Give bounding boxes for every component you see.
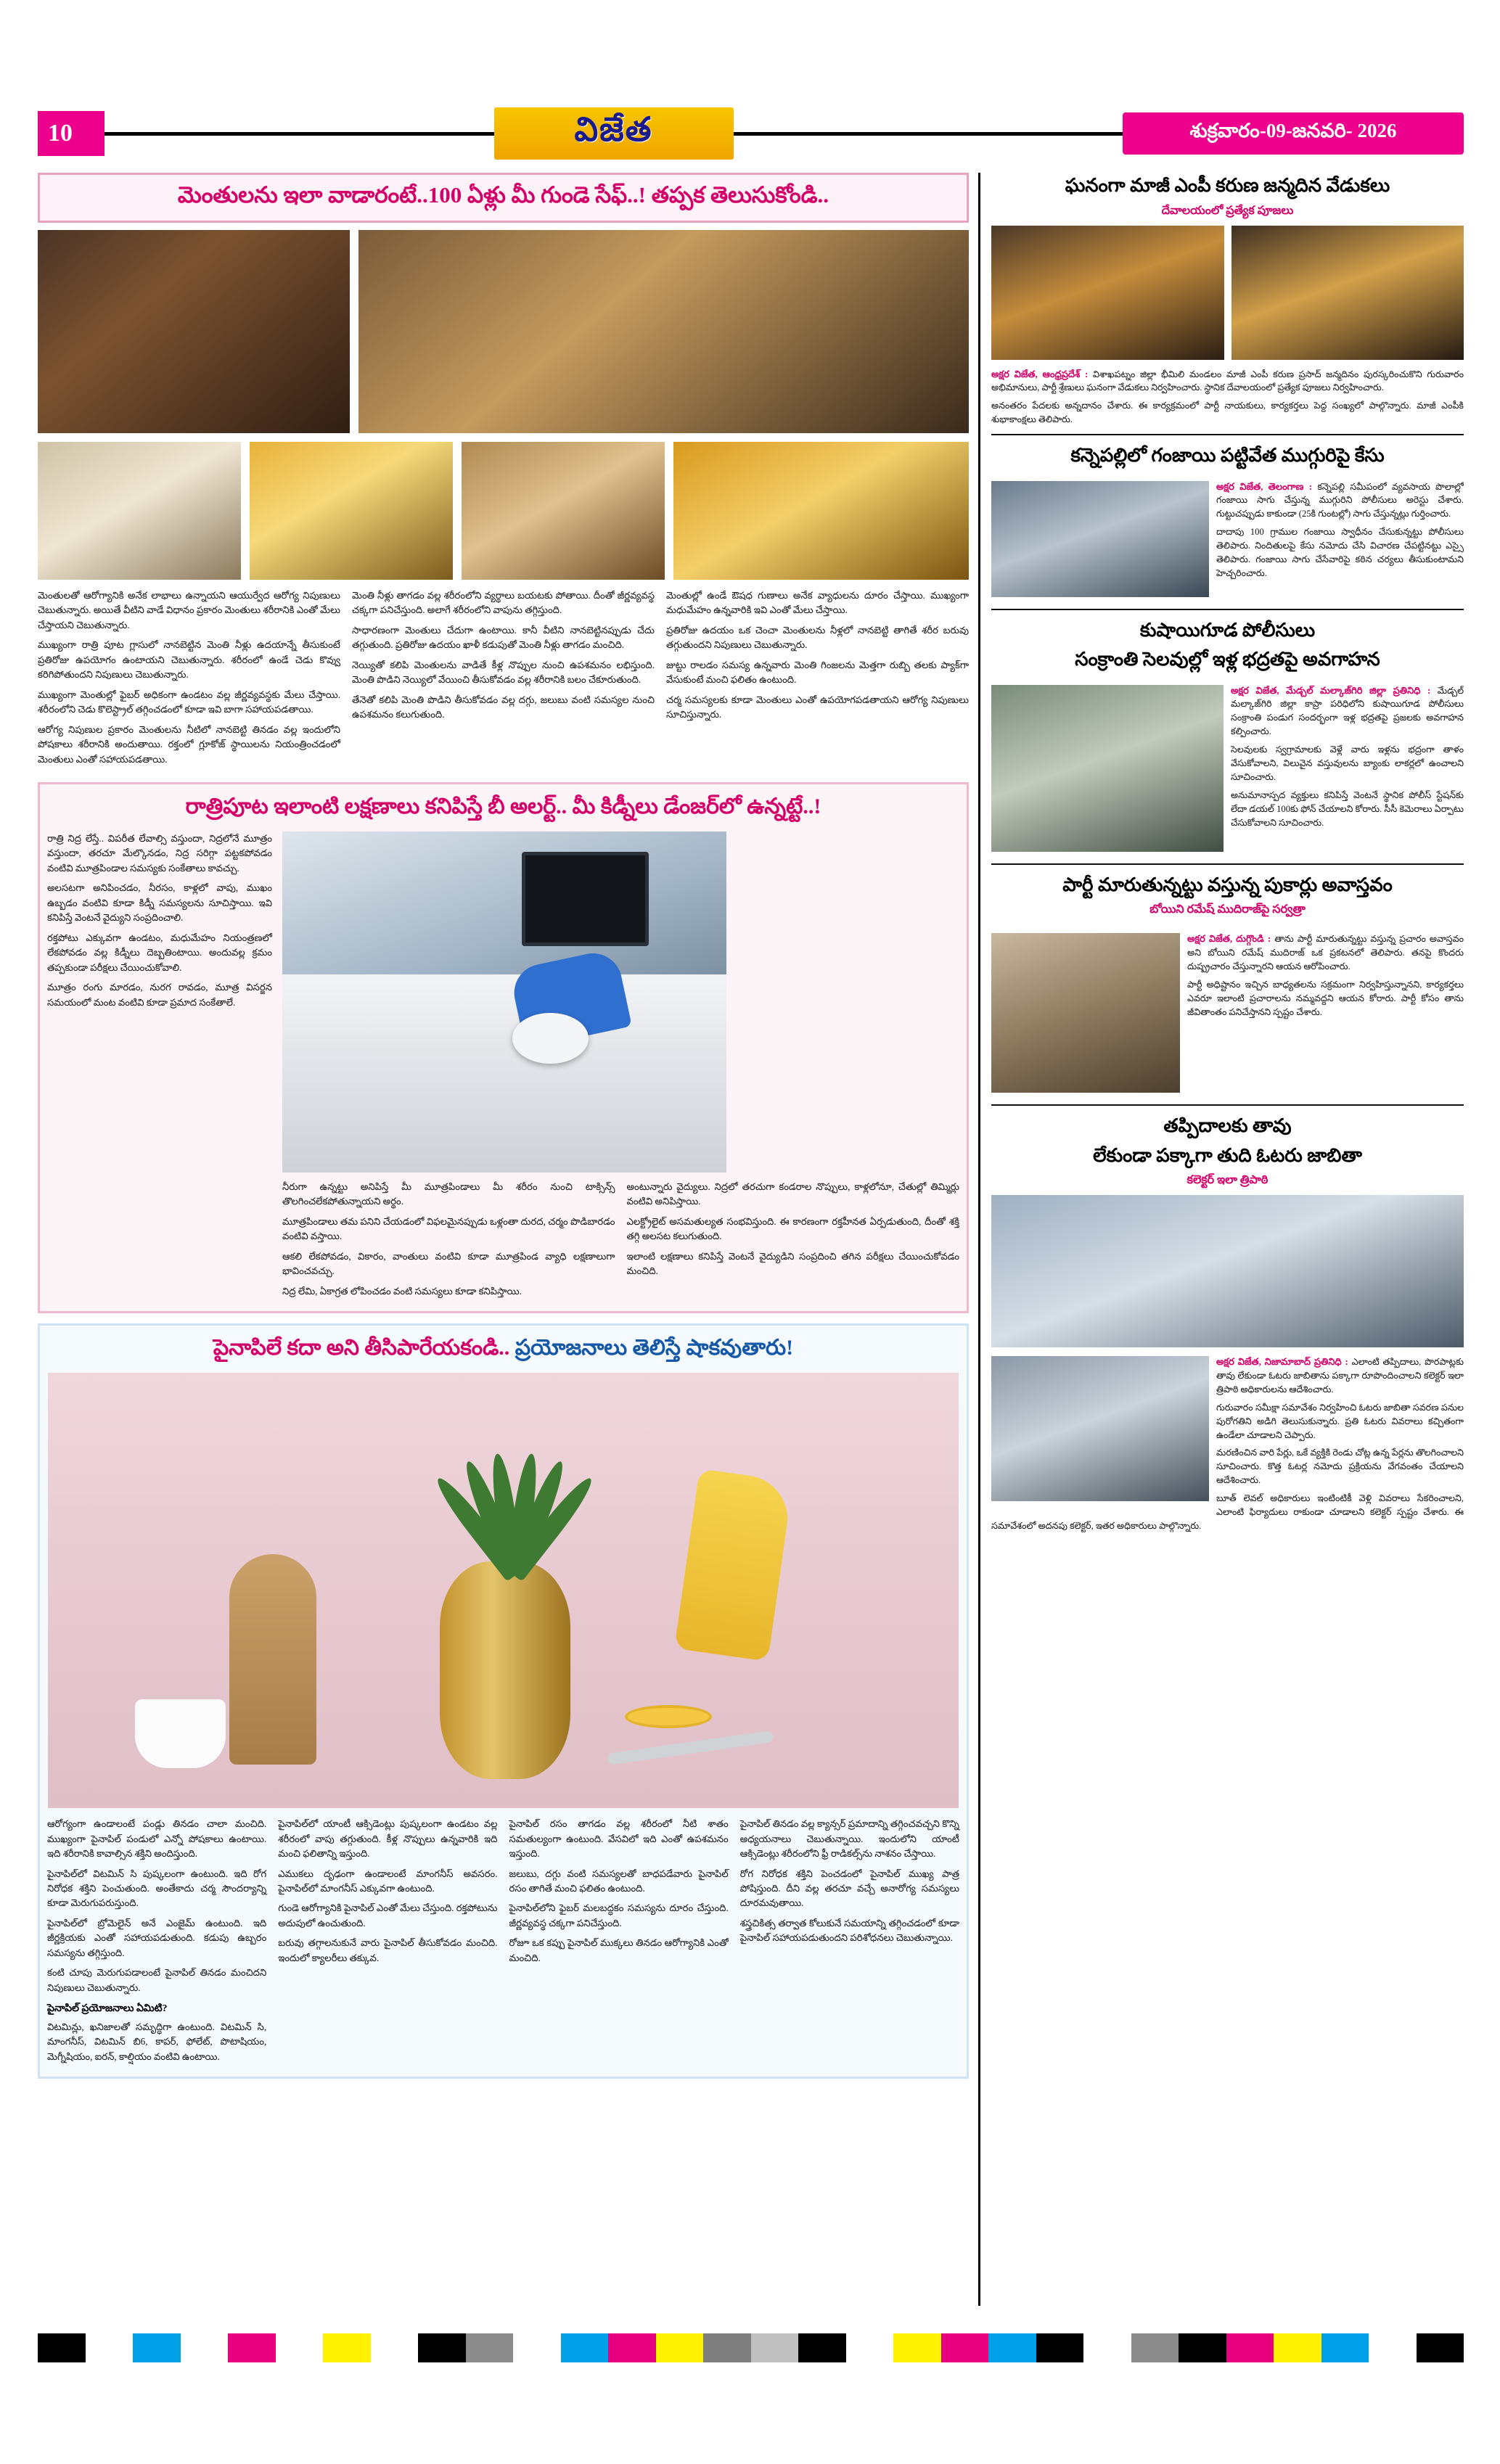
color-swatch-22 xyxy=(1083,2333,1131,2362)
article-fenugreek-body xyxy=(38,588,969,772)
news-ganja-seizure xyxy=(991,443,1464,601)
paragraph: ఎముకలు దృఢంగా ఉండాలంటే మాంగనీస్ అవసరం. పైనాపిల్‌లో మాంగనీస్ ఎక్కువగా ఉంటుంది. xyxy=(278,1868,498,1894)
color-swatch-14 xyxy=(703,2333,751,2362)
news-party-rumour-subhead: బోయిని రమేష్ ముదిరాజ్‌పై సర్వత్రా xyxy=(1149,903,1306,916)
paragraph-text: కన్నెపల్లి సమీపంలో వ్యవసాయ పొలాల్లో గంజాయి సాగు చేస్తున్న ముగ్గురిని పోలీసులు అరెస్టు చేశారు. గుట్టుచప్పుడు కాకుండా (25కి గుంటల్లో) సాగు చేస్తున్నట్లు గుర్తించారు. xyxy=(1216,481,1464,520)
article-fenugreek-headline: మెంతులను ఇలా వాడారంటే..100 ఏళ్లు మీ గుండె సేఫ్..! తప్పక తెలుసుకోండి.. xyxy=(38,173,969,223)
issue-date: శుక్రవారం-09-జనవరి- 2026 xyxy=(1123,112,1464,155)
news-voter-list-subhead: కలెక్టర్ ఇలా త్రిపాఠి xyxy=(1187,1174,1269,1187)
logo-text: విజేత xyxy=(574,110,653,148)
color-swatch-12 xyxy=(608,2333,656,2362)
publication-logo xyxy=(494,102,734,165)
masthead-rule-left xyxy=(104,132,494,136)
paragraph-text: ఎలాంటి తప్పిదాలు, పొరపాట్లకు తావు లేకుండా ఓటరు జాబితాను పక్కాగా రూపొందించాలని కలెక్టర్ ఇలా త్రిపాఠి అధికారులను ఆదేశించారు. xyxy=(1216,1357,1464,1395)
paragraph: నిద్ర లేమి, ఏకాగ్రత లోపించడం వంటి సమస్యలు కూడా కనిపిస్తాయి. xyxy=(282,1285,522,1297)
article-pineapple-headline xyxy=(47,1333,959,1373)
paragraph: బరువు తగ్గాలనుకునే వారు పైనాపిల్ తీసుకోవడం మంచిది. ఇందులో క్యాలరీలు తక్కువ. xyxy=(278,1937,498,1963)
news-mp-birthday xyxy=(991,173,1464,427)
paragraph-text: విశాఖపట్నం జిల్లా భీమిలి మండలం మాజీ ఎంపీ కరుణ ప్రసాద్ జన్మదినం పురస్కరించుకొని గురువారం అభిమానులు, పార్టీ శ్రేణులు ఘనంగా వేడుకలు నిర్వహించారు. స్థానిక దేవాలయంలో ప్రత్యేక పూజలు నిర్వహించారు. xyxy=(991,369,1464,393)
paragraph: బూత్ లెవల్ అధికారులు ఇంటింటికీ వెళ్లి వివరాలు సేకరించాలని, ఎలాంటి ఫిర్యాదులు రాకుండా చూడాలని కలెక్టర్ స్పష్టం చేశారు. ఈ సమావేశంలో అదనపు కలెక్టర్, ఇతర అధికారులు పాల్గొన్నారు. xyxy=(991,1493,1464,1531)
color-calibration-bar xyxy=(38,2333,1464,2362)
paragraph: సాధారణంగా మెంతులు చేదుగా ఉంటాయి. కానీ వీటిని నానబెట్టినప్పుడు చేదు తగ్గుతుంది. ప్రతిరోజు ఉదయం ఖాళీ కడుపుతో మెంతి నీళ్లు తాగడం మంచిది. xyxy=(352,624,655,651)
paragraph: రక్తపోటు ఎక్కువగా ఉండటం, మధుమేహం నియంత్రణలో లేకపోవడం వల్ల కిడ్నీలు దెబ్బతింటాయి. అందువల్ల క్రమం తప్పకుండా పరీక్షలు చేయించుకోవాలి. xyxy=(47,932,272,973)
paragraph: సెలవులకు స్వగ్రామాలకు వెళ్లే వారు ఇళ్లను భద్రంగా తాళం వేసుకోవాలని, విలువైన వస్తువులను బ్యాంకు లాకర్లలో ఉంచాలని సూచించారు. xyxy=(1231,744,1464,782)
news-voter-list xyxy=(991,1113,1464,1537)
paragraph: ఆకలి లేకపోవడం, వికారం, వాంతులు వంటివి కూడా మూత్రపిండ వ్యాధి లక్షణాలుగా భావించవచ్చు. xyxy=(282,1250,615,1277)
paragraph: ప్రతిరోజు ఉదయం ఒక చెంచా మెంతులను నీళ్లలో నానబెట్టి తాగితే శరీర బరువు తగ్గుతుందని నిపుణులు చెబుతున్నారు. xyxy=(666,624,969,651)
article-kidney-col-3 xyxy=(627,1180,960,1304)
byline: అక్షర విజేత, మేడ్చల్ మల్కాజ్‌గిరి జిల్లా ప్రతినిధి : xyxy=(1231,684,1431,696)
article-pineapple-col-2 xyxy=(278,1817,497,2069)
article-pineapple-headline-part1: పైనాపిలే కదా అని తీసిపారేయకండి.. xyxy=(213,1336,510,1360)
color-swatch-6 xyxy=(323,2333,371,2362)
byline: అక్షర విజేత, దుగ్గొండి : xyxy=(1187,933,1271,945)
color-swatch-9 xyxy=(466,2333,514,2362)
article-pineapple-col-4 xyxy=(740,1817,959,2069)
paragraph: ఎలక్ట్రోలైట్ అసమతుల్యత సంభవిస్తుంది. ఈ కారణంగా రక్తహీనత ఏర్పడుతుంది, దీంతో శక్తి తగ్గి అలసట కలుగుతుంది. xyxy=(626,1215,959,1242)
paragraph: గుండె ఆరోగ్యానికి పైనాపిల్ ఎంతో మేలు చేస్తుంది. రక్తపోటును అదుపులో ఉంచుతుంది. xyxy=(278,1902,498,1929)
pineapple-slice xyxy=(625,1705,712,1728)
pineapple-fruit xyxy=(440,1561,570,1779)
paragraph: అనుమానాస్పద వ్యక్తులు కనిపిస్తే వెంటనే స్థానిక పోలీస్ స్టేషన్‌కు లేదా డయల్ 100కు ఫోన్ చేయాలని కోరారు. సీసీ కెమెరాలు ఏర్పాటు చేసుకోవాలని సూచించారు. xyxy=(1231,789,1464,828)
masthead-rule-right xyxy=(734,132,1123,136)
paragraph: పైనాపిల్‌లోని ఫైబర్ మలబద్ధకం సమస్యను దూరం చేస్తుంది. జీర్ణవ్యవస్థ చక్కగా పనిచేస్తుంది. xyxy=(509,1902,729,1929)
color-swatch-26 xyxy=(1274,2333,1321,2362)
color-swatch-17 xyxy=(846,2333,894,2362)
paragraph: మెంతులతో ఆరోగ్యానికి అనేక లాభాలు ఉన్నాయని ఆయుర్వేద ఆరోగ్య నిపుణులు చెబుతున్నారు. అయితే వీటిని వాడే విధానం ప్రకారం మెంతులు శరీరానికి ఎంతో మేలు చేస్తాయని చెబుతున్నారు. xyxy=(38,590,340,631)
section-divider xyxy=(991,1104,1464,1106)
ultrasound-scan-photo xyxy=(282,831,726,1173)
ghee-jar-photo xyxy=(250,442,453,580)
paragraph-text: తాను పార్టీ మారుతున్నట్టు వస్తున్న ప్రచారం అవాస్తవం అని బోయిని రమేష్ ముదిరాజ్ ఒక ప్రకటనలో తెలిపారు. తనపై కొందరు దుష్ప్రచారం చేస్తున్నారని ఆయన ఆరోపించారు. xyxy=(1187,934,1464,972)
color-swatch-20 xyxy=(988,2333,1036,2362)
patient-torso xyxy=(282,974,726,1173)
honey-jar-photo xyxy=(673,442,969,580)
temple-ritual-photo-1 xyxy=(991,226,1224,360)
news-voter-list-headline-1: తప్పిదాలకు తావు xyxy=(1163,1115,1292,1137)
color-swatch-15 xyxy=(751,2333,799,2362)
color-swatch-25 xyxy=(1226,2333,1274,2362)
paragraph: చర్మ సమస్యలకు కూడా మెంతులు ఎంతో ఉపయోగపడతాయని ఆరోగ్య నిపుణులు సూచిస్తున్నారు. xyxy=(666,694,969,720)
color-swatch-10 xyxy=(513,2333,561,2362)
news-voter-list-headline-2: లేకుండా పక్కాగా తుది ఓటరు జాబితా xyxy=(1093,1144,1362,1166)
paragraph: పైనాపిల్ రసం తాగడం వల్ల శరీరంలో నీటి శాతం సమతుల్యంగా ఉంటుంది. వేసవిలో ఇది ఎంతో ఉపశమనం ఇస్తుంది. xyxy=(509,1818,729,1860)
paragraph: పైనాపిల్‌లో యాంటీ ఆక్సిడెంట్లు పుష్కలంగా ఉండటం వల్ల శరీరంలో వాపు తగ్గుతుంది. కీళ్ల నొప్పులు ఉన్నవారికి ఇది మంచి ఫలితాన్ని ఇస్తుంది. xyxy=(278,1818,498,1860)
section-divider xyxy=(991,609,1464,610)
paragraph: అంటున్నారు వైద్యులు. నిద్రలో తరచుగా కండరాల నొప్పులు, కాళ్లలోనూ, చేతుల్లో తిమ్మిర్లు వంటివి అనిపిస్తాయి. xyxy=(626,1180,959,1207)
paragraph: ముఖ్యంగా మెంతుల్లో ఫైబర్ అధికంగా ఉండటం వల్ల జీర్ణవ్యవస్థకు మేలు చేస్తాయి. శరీరంలోని చెడు కొలెస్ట్రాల్ తగ్గించడంలో కూడా ఇవి బాగా సహాయపడతాయి. xyxy=(38,689,340,715)
color-swatch-3 xyxy=(181,2333,229,2362)
color-swatch-18 xyxy=(893,2333,941,2362)
article-pineapple-body xyxy=(47,1817,959,2069)
paragraph-text: మేడ్చల్ మల్కాజ్‌గిరి జిల్లా కాప్రా పరిధిలోని కుషాయిగూడ పోలీసులు సంక్రాంతి పండుగ సందర్భంగా ఇళ్ల భద్రతపై ప్రజలకు అవగాహన కల్పించారు. xyxy=(1231,685,1464,737)
paragraph: మరణించిన వారి పేర్లు, ఒకే వ్యక్తికి రెండు చోట్ల ఉన్న పేర్లను తొలగించాలని సూచించారు. కొత్త ఓటర్ల నమోదు ప్రక్రియను వేగవంతం చేయాలని ఆదేశించారు. xyxy=(1216,1447,1464,1486)
color-swatch-28 xyxy=(1369,2333,1417,2362)
temple-ritual-photo-2 xyxy=(1231,226,1464,360)
article-kidney xyxy=(38,782,969,1313)
paragraph: ఆరోగ్య నిపుణుల ప్రకారం మెంతులను నీటిలో నానబెట్టి తినడం వల్ల ఇందులోని పోషకాలు శరీరానికి అందుతాయి. రక్తంలో గ్లూకోజ్ స్థాయిలను నియంత్రించడంలో మెంతులు ఎంతో సహాయపడతాయి. xyxy=(38,723,340,765)
article-fenugreek-col-1 xyxy=(38,588,340,772)
color-swatch-2 xyxy=(133,2333,181,2362)
paragraph: పార్టీ అధిష్టానం ఇచ్చిన బాధ్యతలను సక్రమంగా నిర్వహిస్తున్నానని, కార్యకర్తలు ఎవరూ ఇలాంటి ప్రచారాలను నమ్మవద్దని ఆయన కోరారు. పార్టీ కోసం తాను జీవితాంతం పనిచేస్తానని స్పష్టం చేశారు. xyxy=(1187,979,1464,1017)
color-swatch-8 xyxy=(418,2333,466,2362)
white-cup xyxy=(135,1699,226,1768)
color-swatch-23 xyxy=(1131,2333,1179,2362)
news-mp-birthday-subhead: దేవాలయంలో ప్రత్యేక పూజలు xyxy=(1161,204,1294,217)
news-police-awareness xyxy=(991,617,1464,856)
paragraph: మూత్రపిండాలు తమ పనిని చేయడంలో విఫలమైనప్పుడు ఒళ్లంతా దురద, చర్మం పొడిబారడం వంటివి వస్తాయి. xyxy=(282,1215,615,1242)
color-swatch-4 xyxy=(228,2333,276,2362)
news-party-rumour-headline: పార్టీ మారుతున్నట్టు వస్తున్న పుకార్లు అవాస్తవం xyxy=(1062,874,1393,895)
paragraph: రాత్రి నిద్ర లేస్తే.. విపరీత లేవాల్సి వస్తుందా, నిద్రలోనే మూత్రం వస్తుందా, తరచూ మేల్కొనడం, నిద్ర సరిగ్గా పట్టకపోవడం వంటివి మూత్రపిండాల సమస్యకు సంకేతాలు కావచ్చు. xyxy=(47,832,272,874)
color-swatch-13 xyxy=(656,2333,704,2362)
paragraph: కంటి చూపు మెరుగుపడాలంటే పైనాపిల్ తినడం మంచిదని నిపుణులు చెబుతున్నారు. xyxy=(47,1967,267,1993)
news-mp-birthday-body xyxy=(991,367,1464,427)
paragraph: విటమిన్లు, ఖనిజాలతో సమృద్ధిగా ఉంటుంది. విటమిన్ సి, మాంగనీస్, విటమిన్ బి6, కాపర్, ఫోలేట్, పొటాషియం, మెగ్నీషియం, ఐరన్, కాల్షియం వంటివి ఉంటాయి. xyxy=(47,2021,267,2062)
article-fenugreek-col-3 xyxy=(666,588,969,772)
byline: అక్షర విజేత, తెలంగాణ : xyxy=(1216,480,1313,492)
soaked-fenugreek-photo xyxy=(38,442,241,580)
paragraph: అలసటగా అనిపించడం, నీరసం, కాళ్లలో వాపు, ముఖం ఉబ్బడం వంటివి కూడా కిడ్నీ సమస్యలను సూచిస్తాయి. ఇవి కనిపిస్తే వెంటనే వైద్యుని సంప్రదించాలి. xyxy=(47,882,272,924)
paragraph: జలుబు, దగ్గు వంటి సమస్యలతో బాధపడేవారు పైనాపిల్ రసం తాగితే మంచి ఫలితం ఉంటుంది. xyxy=(509,1868,729,1894)
color-swatch-19 xyxy=(941,2333,989,2362)
article-pineapple-col-3 xyxy=(509,1817,729,2069)
paragraph: గురువారం సమీక్షా సమావేశం నిర్వహించి ఓటరు జాబితా సవరణ పనుల పురోగతిని అడిగి తెలుసుకున్నారు. ప్రతి ఓటరు వివరాలు కచ్చితంగా ఉండేలా చూడాలని చెప్పారు. xyxy=(1216,1402,1464,1440)
paragraph: తేనెతో కలిపి మెంతి పొడిని తీసుకోవడం వల్ల దగ్గు, జలుబు వంటి సమస్యల నుంచి ఉపశమనం కలుగుతుంది. xyxy=(352,694,655,720)
paragraph: జుట్టు రాలడం సమస్య ఉన్నవారు మెంతి గింజలను మెత్తగా రుబ్బి తలకు ప్యాక్‌గా వేసుకుంటే మంచి ఫలితం ఉంటుంది. xyxy=(666,659,969,686)
color-swatch-11 xyxy=(561,2333,609,2362)
article-kidney-col-1 xyxy=(47,831,272,1304)
color-swatch-27 xyxy=(1321,2333,1369,2362)
ultrasound-monitor xyxy=(522,852,649,946)
news-ganja-headline: కన్నెపల్లిలో గంజాయి పట్టివేత ముగ్గురిపై కేసు xyxy=(1070,445,1385,467)
page-bottom-margin xyxy=(0,2394,1500,2464)
color-swatch-7 xyxy=(371,2333,419,2362)
article-pineapple-col-1 xyxy=(47,1817,266,2069)
fenugreek-board-photo xyxy=(358,230,969,433)
pineapple-kitchen-photo xyxy=(48,1373,959,1808)
paragraph: ఆరోగ్యంగా ఉండాలంటే పండ్లు తినడం చాలా మంచిది. ముఖ్యంగా పైనాపిల్ పండులో ఎన్నో పోషకాలు ఉంటాయి. ఇది శరీరానికి కావాల్సిన శక్తిని అందిస్తుంది. xyxy=(47,1818,267,1860)
article-fenugreek-photos xyxy=(38,230,969,580)
paragraph: ఇలాంటి లక్షణాలు కనిపిస్తే వెంటనే వైద్యుడిని సంప్రదించి తగిన పరీక్షలు చేయించుకోవడం మంచిది. xyxy=(626,1250,959,1277)
news-party-rumour xyxy=(991,872,1464,1098)
paragraph: నీరుగా ఉన్నట్టు అనిపిస్తే మీ మూత్రపిండాలు మీ శరీరం నుంచి టాక్సిన్స్ తొలగించలేకపోతున్నాయని అర్థం. xyxy=(282,1180,615,1207)
paragraph: మెంతి నీళ్లు తాగడం వల్ల శరీరంలోని వ్యర్థాలు బయటకు పోతాయి. దీంతో జీర్ణవ్యవస్థ చక్కగా పనిచేస్తుంది. అలాగే శరీరంలోని వాపును తగ్గిస్తుంది. xyxy=(352,590,655,616)
paragraph: పైనాపిల్‌లో బ్రోమెలైన్ అనే ఎంజైమ్ ఉంటుంది. ఇది జీర్ణక్రియకు ఎంతో సహాయపడుతుంది. కడుపు ఉబ్బరం సమస్యను తగ్గిస్తుంది. xyxy=(47,1917,267,1958)
byline: అక్షర విజేత, నిజామాబాద్ ప్రతినిధి : xyxy=(1216,1356,1348,1368)
page-number: 10 xyxy=(38,111,104,156)
masthead xyxy=(38,102,1464,165)
paragraph: రోజూ ఒక కప్పు పైనాపిల్ ముక్కలు తినడం ఆరోగ్యానికి ఎంతో మంచిది. xyxy=(509,1937,729,1963)
color-swatch-0 xyxy=(38,2333,86,2362)
byline: అక్షర విజేత, ఆంధ్రప్రదేశ్ : xyxy=(991,368,1089,379)
paragraph: ముఖ్యంగా రాత్రి పూట గ్లాసులో నానబెట్టిన మెంతి నీళ్లు ఉదయాన్నే తీసుకుంటే ప్రతిరోజు ఉపయోగం ఉంటాయని చెబుతున్నారు. శరీరంలో ఉండే చెడు కొవ్వు కరిగిపోతుందని నిపుణులు చెబుతున్నారు. xyxy=(38,639,340,681)
left-column xyxy=(38,173,969,2079)
color-swatch-5 xyxy=(276,2333,324,2362)
paragraph: రోగ నిరోధక శక్తిని పెంచడంలో పైనాపిల్ ముఖ్య పాత్ర పోషిస్తుంది. దీని వల్ల తరచూ వచ్చే అనారోగ్య సమస్యలు దూరమవుతాయి. xyxy=(739,1868,959,1909)
article-pineapple xyxy=(38,1323,969,2079)
color-swatch-24 xyxy=(1179,2333,1226,2362)
paragraph: పైనాపిల్ తినడం వల్ల క్యాన్సర్ ప్రమాదాన్ని తగ్గించవచ్చని కొన్ని అధ్యయనాలు చెబుతున్నాయి. ఇందులోని యాంటీ ఆక్సిడెంట్లు శరీరంలోని ఫ్రీ రాడికల్స్‌ను నాశనం చేస్తాయి. xyxy=(739,1818,959,1860)
section-divider xyxy=(991,863,1464,865)
color-swatch-1 xyxy=(86,2333,134,2362)
leader-portrait-photo xyxy=(991,933,1180,1093)
paragraph: మూత్రం రంగు మారడం, నురగ రావడం, మూత్ర విసర్జన సమయంలో మంట వంటివి కూడా ప్రమాద సంకేతాలే. xyxy=(47,982,272,1008)
news-police-awareness-headline-2: సంక్రాంతి సెలవుల్లో ఇళ్ల భద్రతపై అవగాహన xyxy=(1075,649,1380,670)
fenugreek-spoon-photo xyxy=(462,442,665,580)
news-mp-birthday-headline: ఘనంగా మాజీ ఎంపీ కరుణ జన్మదిన వేడుకలు xyxy=(1065,175,1390,196)
cutting-board xyxy=(229,1554,316,1765)
article-pineapple-subhead: పైనాపిల్ ప్రయోజనాలు ఏమిటి? xyxy=(47,2003,168,2015)
paragraph: శస్త్రచికిత్స తర్వాత కోలుకునే సమయాన్ని తగ్గించడంలో కూడా పైనాపిల్ సహాయపడుతుందని పరిశోధనలు చెబుతున్నాయి. xyxy=(739,1917,959,1944)
paragraph: నెయ్యితో కలిపి మెంతులను వాడితే కీళ్ల నొప్పుల నుంచి ఉపశమనం లభిస్తుంది. మెంతి పొడిని నెయ్యిలో వేయించి తీసుకోవడం వల్ల శరీరానికి బలం చేకూరుతుంది. xyxy=(352,659,655,686)
section-divider xyxy=(991,434,1464,435)
paragraph xyxy=(991,367,1464,395)
article-kidney-col-2 xyxy=(282,1180,615,1304)
paragraph: దాదాపు 100 గ్రాముల గంజాయి స్వాధీనం చేసుకున్నట్టు పోలీసులు తెలిపారు. నిందితులపై కేసు నమోదు చేసి విచారణ చేపట్టినట్టు ఎస్సై తెలిపారు. గంజాయి సాగు చేసేవారిపై కఠిన చర్యలు తీసుకుంటామని హెచ్చరించారు. xyxy=(1216,527,1464,578)
paragraph: మెంతుల్లో ఉండే ఔషధ గుణాలు అనేక వ్యాధులను దూరం చేస్తాయి. ముఖ్యంగా మధుమేహం ఉన్నవారికి ఇవి ఎంతో మేలు చేస్తాయి. xyxy=(666,590,969,616)
pineapple-wedge xyxy=(674,1469,793,1662)
article-fenugreek-col-2 xyxy=(352,588,655,772)
fenugreek-tea-photo xyxy=(38,230,350,433)
column-divider xyxy=(978,173,980,2306)
collector-meeting-photo xyxy=(991,1195,1464,1347)
paragraph: అనంతరం పేదలకు అన్నదానం చేశారు. ఈ కార్యక్రమంలో పార్టీ నాయకులు, కార్యకర్తలు పెద్ద సంఖ్యలో పాల్గొన్నారు. మాజీ ఎంపీకి శుభాకాంక్షలు తెలిపారు. xyxy=(991,401,1464,425)
officials-meeting-photo xyxy=(991,1356,1209,1501)
police-seizure-photo xyxy=(991,481,1209,597)
paragraph: పైనాపిల్‌లో విటమిన్ సి పుష్కలంగా ఉంటుంది. ఇది రోగ నిరోధక శక్తిని పెంచుతుంది. అంతేకాదు చర్మ సౌందర్యాన్ని కూడా మెరుగుపరుస్తుంది. xyxy=(47,1868,267,1909)
news-police-awareness-headline-1: కుషాయిగూడ పోలీసులు xyxy=(1139,619,1316,641)
knife xyxy=(607,1730,774,1765)
article-fenugreek xyxy=(38,173,969,772)
article-kidney-headline: రాత్రిపూట ఇలాంటి లక్షణాలు కనిపిస్తే బీ అలర్ట్.. మీ కిడ్నీలు డేంజర్‌లో ఉన్నట్టే..! xyxy=(185,794,821,818)
police-awareness-photo xyxy=(991,685,1224,852)
ultrasound-probe xyxy=(512,1013,589,1064)
article-pineapple-headline-part2: ప్రయోజనాలు తెలిస్తే షాకవుతారు! xyxy=(515,1336,794,1360)
right-column xyxy=(991,173,1464,1537)
color-swatch-21 xyxy=(1036,2333,1084,2362)
pineapple-crown xyxy=(425,1409,585,1576)
color-swatch-16 xyxy=(798,2333,846,2362)
color-swatch-29 xyxy=(1417,2333,1464,2362)
